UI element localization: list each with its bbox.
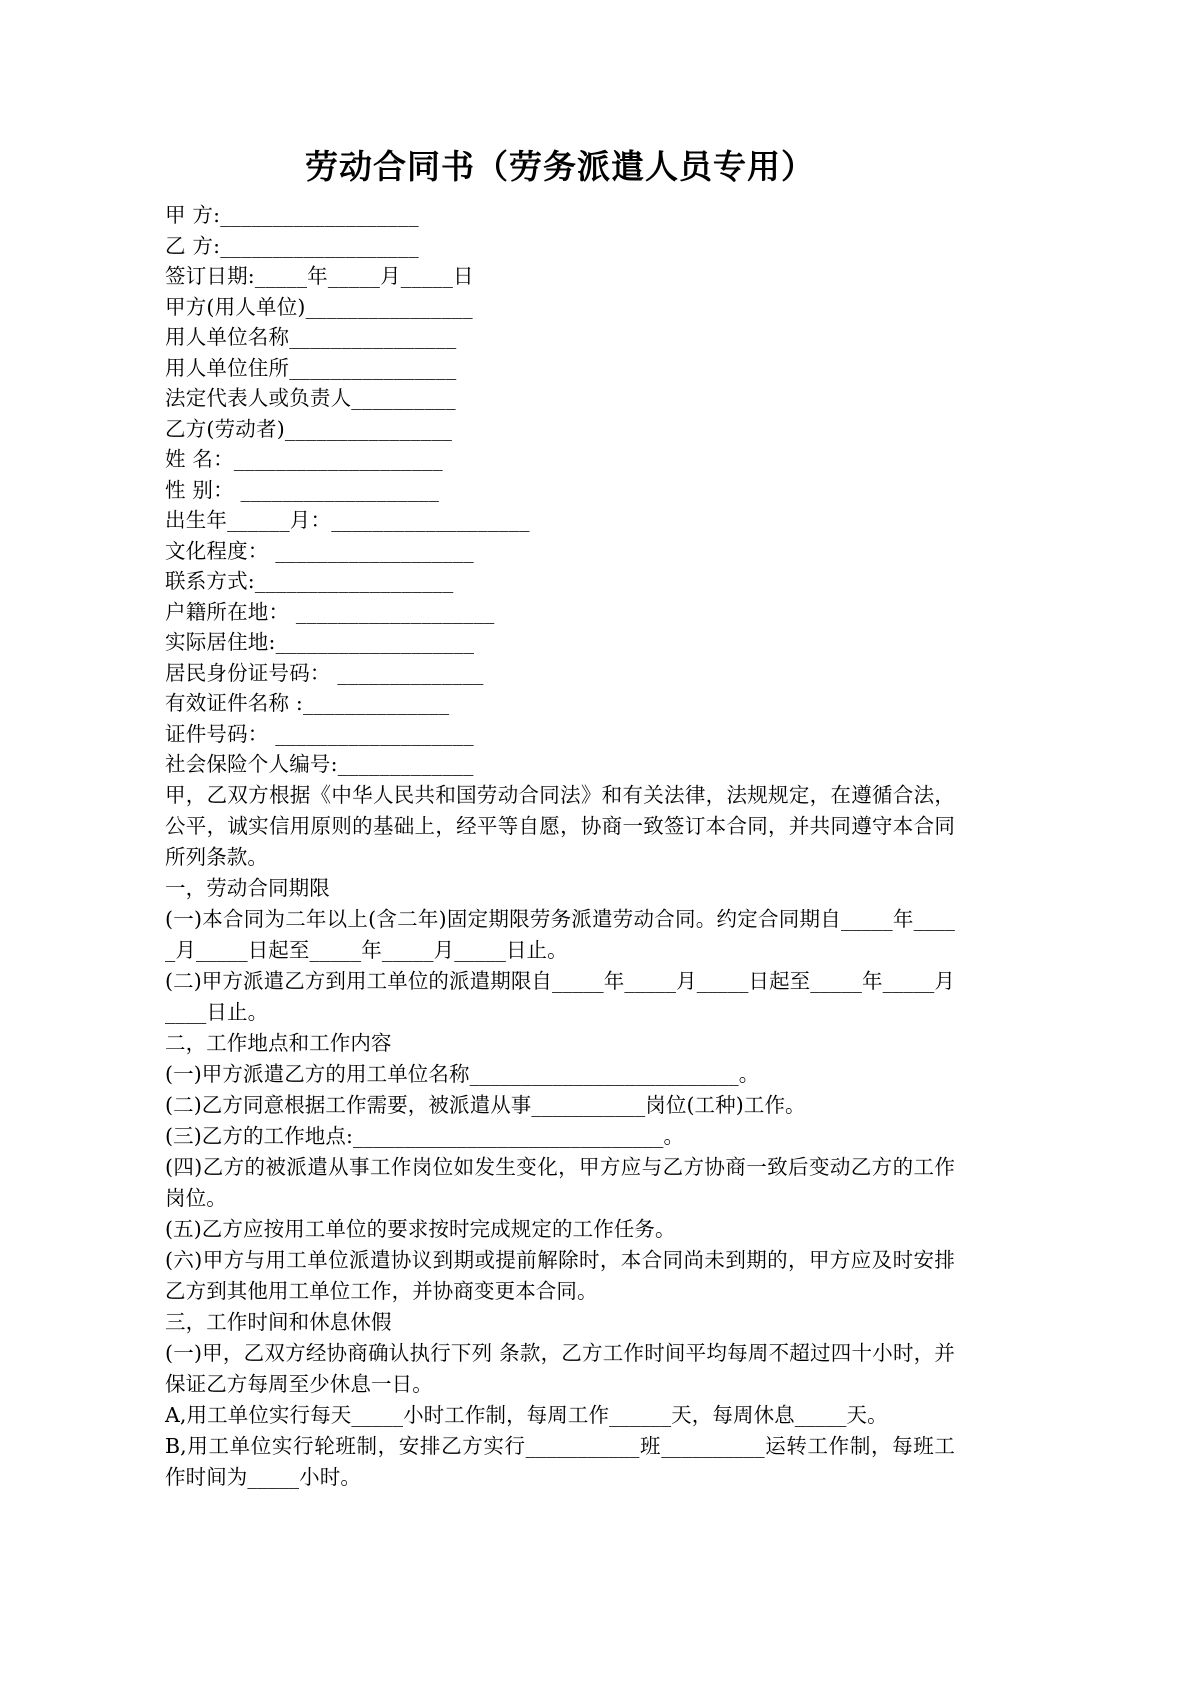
preamble-paragraph: 甲，乙双方根据《中华人民共和国劳动合同法》和有关法律，法规规定，在遵循合法，公平，诚实信用原则的基础上，经平等自愿，协商一致签订本合同，并共同遵守本合同所列条款。 <box>165 782 955 869</box>
section-one-clause-1: (一)本合同为二年以上(含二年)固定期限劳务派遣劳动合同。约定合同期自_____年_____月_____日起至_____年_____月_____日止。 <box>165 906 955 962</box>
form-field-document-number: 证件号码： ___________________ <box>165 721 474 746</box>
form-field-household-registration: 户籍所在地： ___________________ <box>165 599 495 624</box>
form-field-valid-document-name: 有效证件名称 :______________ <box>165 691 450 715</box>
form-field-education: 文化程度： ___________________ <box>165 538 474 563</box>
form-field-employer-name: 用人单位名称________________ <box>165 325 457 349</box>
form-field-party-b: 乙 方:___________________ <box>165 233 419 258</box>
section-two-clause-4: (四)乙方的被派遣从事工作岗位如发生变化，甲方应与乙方协商一致后变动乙方的工作岗位。 <box>165 1154 955 1210</box>
section-two-heading: 二，工作地点和工作内容 <box>165 1030 392 1055</box>
form-field-employer-address: 用人单位住所________________ <box>165 355 457 380</box>
form-field-party-a-employer: 甲方(用人单位)________________ <box>165 294 473 319</box>
form-field-birth-date: 出生年______月：___________________ <box>165 508 530 532</box>
document-content <box>165 140 955 1493</box>
form-field-party-b-worker: 乙方(劳动者)________________ <box>165 416 453 441</box>
form-field-signing-date: 签订日期:_____年_____月_____日 <box>165 264 474 288</box>
form-field-social-insurance-number: 社会保险个人编号:_____________ <box>165 752 474 776</box>
section-three <box>165 1307 955 1493</box>
section-three-clause-1: (一)甲，乙双方经协商确认执行下列 条款，乙方工作时间平均每周不超过四十小时，并保证乙方每周至少休息一日。 <box>165 1340 955 1396</box>
form-field-current-residence: 实际居住地:___________________ <box>165 630 475 654</box>
section-two-clause-6: (六)甲方与用工单位派遣协议到期或提前解除时，本合同尚未到期的，甲方应及时安排乙方到其他用工单位工作，并协商变更本合同。 <box>165 1247 955 1303</box>
form-field-name: 姓 名：____________________ <box>165 447 443 471</box>
form-fields-block <box>165 200 955 780</box>
form-field-contact: 联系方式:___________________ <box>165 569 454 593</box>
section-two-clause-3: (三)乙方的工作地点:______________________________。 <box>165 1123 685 1148</box>
form-field-id-number: 居民身份证号码： ______________ <box>165 660 484 685</box>
section-two <box>165 1028 955 1307</box>
form-field-party-a: 甲 方:___________________ <box>165 203 419 227</box>
section-two-clause-2: (二)乙方同意根据工作需要，被派遣从事___________岗位(工种)工作。 <box>165 1092 806 1117</box>
form-field-gender: 性 别： ___________________ <box>165 477 440 502</box>
section-three-clause-b: B,用工单位实行轮班制，安排乙方实行___________班__________运转工作制，每班工作时间为_____小时。 <box>165 1433 955 1489</box>
section-two-clause-1: (一)甲方派遣乙方的用工单位名称__________________________。 <box>165 1061 760 1086</box>
page-title: 劳动合同书（劳务派遣人员专用） <box>305 147 815 186</box>
section-three-heading: 三，工作时间和休息休假 <box>165 1309 392 1334</box>
section-one-clause-2: (二)甲方派遣乙方到用工单位的派遣期限自_____年_____月_____日起至_____年_____月____日止。 <box>165 968 955 1024</box>
form-field-legal-representative: 法定代表人或负责人__________ <box>165 386 456 410</box>
section-one <box>165 873 955 1028</box>
section-two-clause-5: (五)乙方应按用工单位的要求按时完成规定的工作任务。 <box>165 1216 676 1241</box>
section-one-heading: 一，劳动合同期限 <box>165 875 330 900</box>
section-three-clause-a: A,用工单位实行每天_____小时工作制，每周工作______天，每周休息_____天。 <box>165 1402 888 1427</box>
